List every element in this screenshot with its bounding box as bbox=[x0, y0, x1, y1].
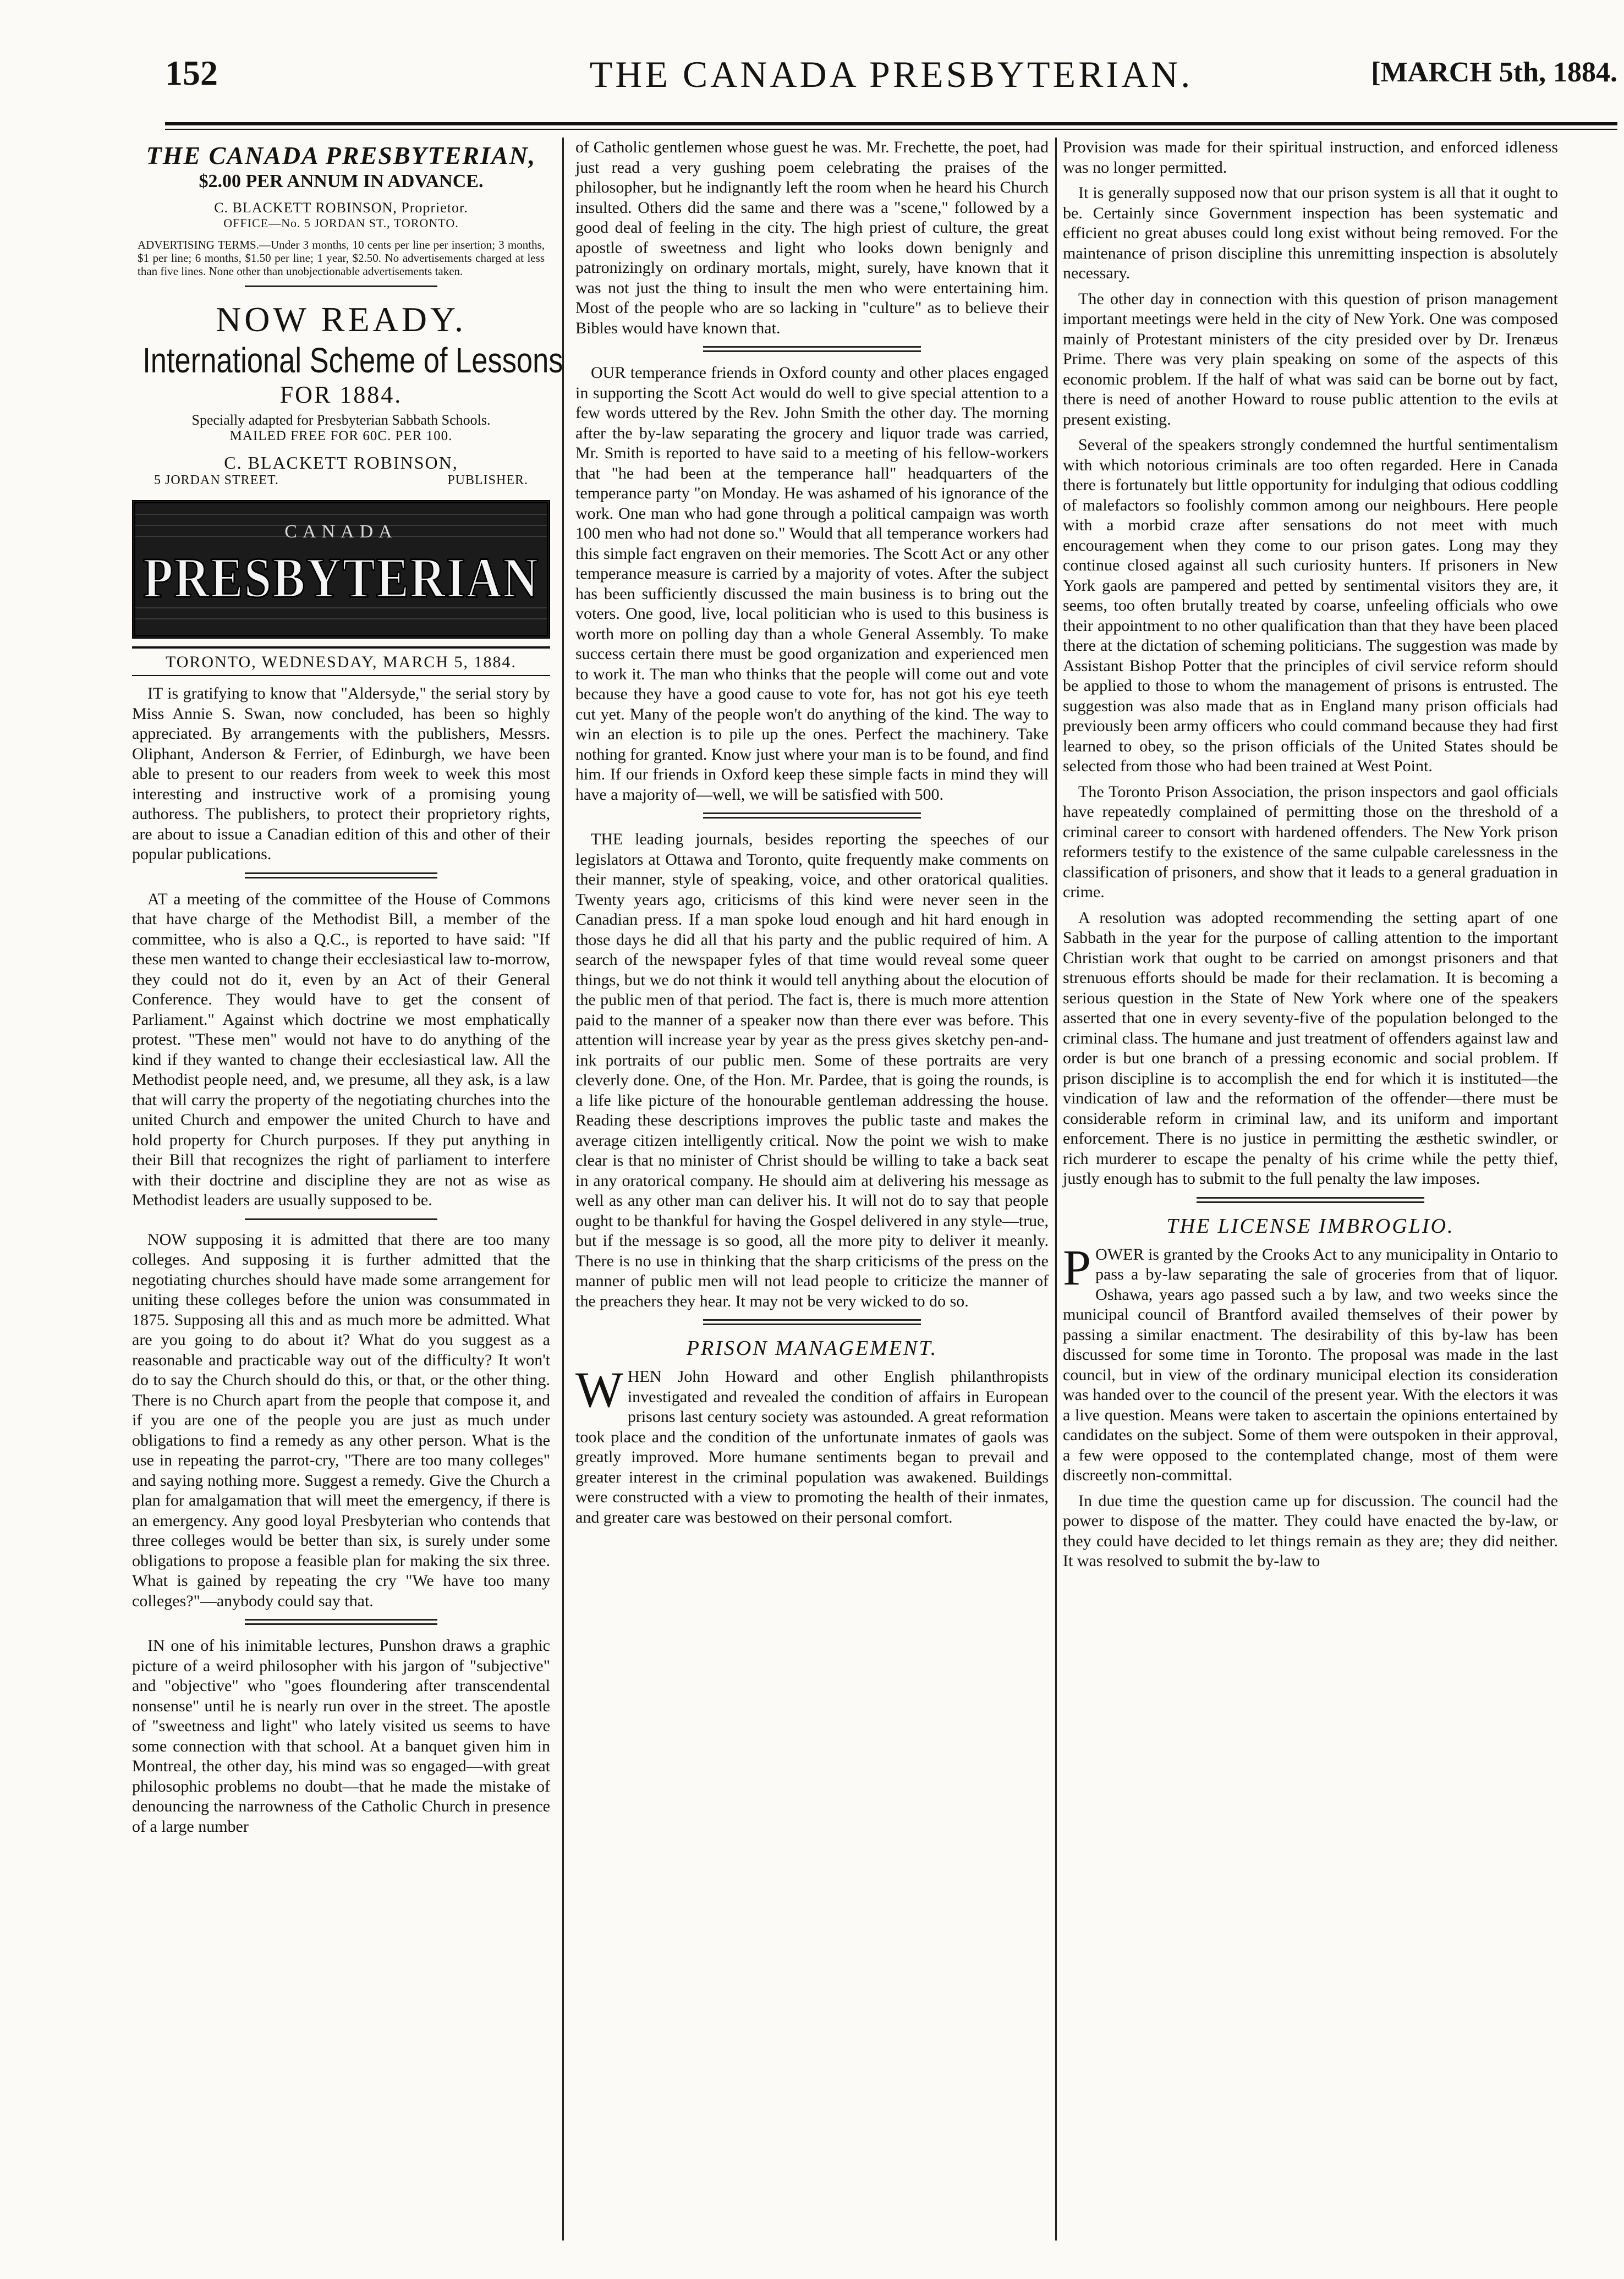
separator bbox=[703, 346, 921, 352]
editorial-paragraph: of Catholic gentlemen whose guest he was. Mr. Frechette, the poet, had just read a very gushing poem celebrating the praises of the philosopher, but he indignantly left the room when he heard his Church insulted. Others did the same and there was a "scene," followed by a good deal of feeling in the city. The high priest of culture, the great apostle of sweetness and light who looks down benignly and patronizingly on ordinary mortals, might, surely, have known that it was not just the thing to insult the men who were entertaining him. Most of the people who are so lacking in "culture" as to believe their Bibles would have known that. bbox=[575, 138, 1049, 337]
nameplate-art bbox=[135, 503, 547, 629]
column-2 bbox=[575, 138, 1049, 2246]
separator bbox=[703, 812, 921, 819]
column-3 bbox=[1063, 138, 1558, 2246]
ad-address-line bbox=[132, 473, 550, 488]
subscription-price: $2.00 PER ANNUM IN ADVANCE. bbox=[199, 171, 484, 191]
editorial-paragraph: OUR temperance friends in Oxford county and other places engaged in supporting the Scott Act would do well to give special attention to a few words uttered by the Rev. John Smith the other day. The morning after the by-law separating the grocery and liquor trade was carried, Mr. Smith is reported to have said to a meeting of his fellow-workers that "he had been at the temperance hall" headquarters of the temperance party "on Monday. He was ashamed of his ignorance of the work. One man who had gone through a political campaign was worth 100 men who had not done so." Would that all temperance workers had this simple fact engraven on their memories. The Scott Act or any other temperance measure is carried by a majority of votes. After the subject has been sufficiently discussed the main business is to bring out the voters. One good, live, local politician who is used to this business is worth more on polling day than a whole General Assembly. To make success certain there must be good organization and experienced men to work it. The man who thinks that the people will come out and vote because they have a good cause to vote for, has not got his eye teeth cut yet. Many of the people won't do anything of the kind. The way to win an election is to pile up the ones. Perfect the machinery. Take nothing for granted. Know just where your man is to be found, and find him. If our friends in Oxford keep these simple facts in mind they will have a majority of—well, we will be satisfied with 500. bbox=[575, 364, 1049, 804]
advertising-terms: ADVERTISING TERMS.—Under 3 months, 10 cents per line per insertion; 3 months, $1 per line; 6 months, $1.50 per line; 1 year, $2.50. No advertisements charged at less than five lines. None other than unobjectionable advertisements taken. bbox=[138, 238, 545, 278]
article-paragraph: The other day in connection with this question of prison management important meetings were held in the city of New York. One was composed mainly of Protestant ministers of the city presided over by Dr. Irenæus Prime. There was very plain speaking on some of the aspects of this economic problem. If the half of what was said can be borne out by fact, there is need of another Howard to rouse public attention to the evils at present existing. bbox=[1063, 289, 1558, 429]
presbyterian-nameplate bbox=[132, 500, 550, 639]
ad-title: International Scheme of Lessons bbox=[142, 341, 563, 380]
masthead-title: THE CANADA PRESBYTERIAN, bbox=[146, 141, 536, 169]
section-heading-prison: PRISON MANAGEMENT. bbox=[686, 1337, 938, 1360]
ad-now-ready: NOW READY. bbox=[216, 300, 467, 339]
nameplate-top-word: CANADA bbox=[284, 521, 398, 542]
article-text: OWER is granted by the Crooks Act to any municipality in Ontario to pass a by-law separating the sale of groceries from that of liquor. Oshawa, years ago passed such a by law, and two weeks since the municipal council of Brantford availed themselves of their power by passing a similar enactment. The desirability of this by-law has been discussed for some time in Toronto. The proposal was made in the last council, but in view of the ordinary municipal election its consideration was handed over to the council of the present year. With the electors it was a live question. Means were taken to ascertain the opinions entertained by candidates on the subject. Some of them were outspoken in their approval, a few were opposed to the contemplated change, most of them were discreetly non-committal. bbox=[1063, 1245, 1558, 1484]
running-head bbox=[165, 53, 1617, 113]
drop-cap: W bbox=[575, 1361, 623, 1418]
dateline-rule-thin bbox=[132, 675, 550, 676]
ad-address: 5 JORDAN STREET. bbox=[154, 473, 279, 487]
editorial-paragraph: AT a meeting of the committee of the House of Commons that have charge of the Methodist Bill, a member of the committee, who is also a Q.C., is reported to have said: "If these men wanted to change their ecclesiastical law to-morrow, they could not do it, even by an Act of their General Conference. They would have to get the consent of Parliament." Against which doctrine we most emphatically protest. "These men" would not have to do anything of the kind if they wanted to change their ecclesiastical law. All the Methodist people need, and, we presume, all they ask, is a law that will carry the property of the negotiating churches into the united Church and empower the united Church to have and hold property for Church purposes. If they put anything in their Bill that recognizes the right of parliament to interfere with their doctrine and discipline they are not as wise as Methodist leaders are usually supposed to be. bbox=[132, 889, 550, 1209]
separator bbox=[245, 1619, 437, 1625]
column-1 bbox=[132, 138, 563, 2246]
separator bbox=[245, 285, 437, 287]
column-divider bbox=[562, 138, 564, 2240]
ad-role: PUBLISHER. bbox=[447, 473, 528, 487]
article-paragraph: Several of the speakers strongly condemned the hurtful sentimentalism with which notorious criminals are too often regarded. Here in Canada there is fortunately but little opportunity for indulging that odious coddling of malefactors so foolishly common among our neighbours. Here people with a morbid craze after sensations do not meet with much encouragement when they come to our prison gates. Long may they continue closed against all such curiosity hunters. If prisoners in New York gaols are pampered and petted by sentimental visitors they are, it seems, too often brutally treated by coarse, unfeeling officials who owe their appointment to no other qualification than that they have been placed there at the dictation of scheming politicians. The suggestion was made by Assistant Bishop Potter that the principles of civil service reform should be applied to those to whom the management of prisons is entrusted. The suggestion was also made that as in England many prison officials had previously been army officers who could command because they had first learned to obey, so the prison officials of the United States should be selected from those who had been trained at West Point. bbox=[1063, 436, 1558, 775]
paper-title: THE CANADA PRESBYTERIAN. bbox=[589, 53, 1193, 95]
header-rule bbox=[165, 122, 1617, 125]
dateline-rule bbox=[132, 646, 550, 649]
editorial-paragraph: IT is gratifying to know that "Aldersyde," the serial story by Miss Annie S. Swan, now concluded, has been so highly appreciated. By arrangements with the publishers, Messrs. Oliphant, Anderson & Ferrier, of Edinburgh, we have been able to present to our readers from week to week this most interesting and instructive work of a promising young authoress. The publishers, to protect their proprietory rights, are about to issue a Canadian edition of this and other of their popular publications. bbox=[132, 684, 550, 863]
article-text: HEN John Howard and other English philanthropists investigated and revealed the condition of affairs in European prisons last century society was astounded. A great reformation took place and the condition of the unfortunate inmates of gaols was greatly improved. More humane sentiments began to prevail and greater interest in the criminal population was awakened. Buildings were constructed with a view to promoting the health of their inmates, and greater care was bestowed on their personal comfort. bbox=[575, 1368, 1049, 1526]
article-paragraph bbox=[575, 1361, 1049, 1528]
section-heading-license: THE LICENSE IMBROGLIO. bbox=[1166, 1214, 1455, 1238]
header-rule-thin bbox=[165, 129, 1617, 130]
nameplate-word: PRESBYTERIAN bbox=[143, 546, 539, 609]
dateline: TORONTO, WEDNESDAY, MARCH 5, 1884. bbox=[165, 653, 517, 671]
page-number: 152 bbox=[165, 53, 218, 92]
article-paragraph: A resolution was adopted recommending the setting apart of one Sabbath in the year for the purpose of calling attention to the important Christian work that ought to be carried on amongst prisoners and that strenuous efforts should be made for their reclamation. It is becoming a serious question in the State of New York where one of the speakers asserted that one in every seventy-five of the population belonged to the criminal class. The humane and just treatment of offenders against law and order is but one branch of a pressing economic and social problem. If prison discipline is to accomplish the end for which it is instituted—the vindication of law and the reformation of the offender—there must be considerable reform in criminal law, and its uniform and important enforcement. There is no justice in permitting the æsthetic swindler, or rich murderer to escape the penalty of his crime while the petty thief, justly enough has to submit to the full penalty the law imposes. bbox=[1063, 908, 1558, 1188]
separator bbox=[245, 872, 437, 878]
article-paragraph: The Toronto Prison Association, the prison inspectors and gaol officials have repeatedly complained of permitting those on the threshold of a criminal career to consort with hardened offenders. The New York prison reformers testify to the existence of the same culpable carelessness in the classification of prisoners, and show that it leads to a general graduation in crime. bbox=[1063, 782, 1558, 901]
ad-price: MAILED FREE FOR 60C. PER 100. bbox=[229, 429, 453, 443]
column-divider bbox=[1055, 138, 1057, 2240]
editorial-paragraph: NOW supposing it is admitted that there are too many colleges. And supposing it is further admitted that the negotiating churches should have made some arrangement for uniting these colleges before the union was consummated in 1875. Supposing all this and as much more be admitted. What are you going to do about it? What do you suggest as a reasonable and practicable way out of the difficulty? It won't do to say the Church should do this, or that, or the other thing. There is no Church apart from the people that compose it, and if you are one of the people you are just as much under obligations to find a remedy as any other person. What is the use in repeating the parrot-cry, "There are too many colleges" and saying nothing more. Suggest a remedy. Give the Church a plan for amalgamation that will meet the emergency, if there is an emergency. Any good loyal Presbyterian who contends that three colleges would be better than six, is surely under some obligations to propose a feasible plan for making the six three. What is gained by repeating the cry "We have too many colleges?"—anybody could say that. bbox=[132, 1230, 550, 1610]
drop-cap: P bbox=[1063, 1239, 1091, 1295]
office-address: OFFICE—No. 5 JORDAN ST., TORONTO. bbox=[223, 216, 459, 230]
ad-adapted: Specially adapted for Presbyterian Sabbath Schools. bbox=[191, 412, 491, 428]
separator bbox=[1197, 1197, 1424, 1203]
separator bbox=[245, 1218, 437, 1220]
ad-publisher: C. BLACKETT ROBINSON, bbox=[224, 453, 458, 473]
proprietor-line: C. BLACKETT ROBINSON, Proprietor. bbox=[214, 200, 468, 216]
separator bbox=[703, 1319, 921, 1325]
issue-date: [MARCH 5th, 1884. bbox=[1371, 57, 1617, 88]
article-paragraph bbox=[1063, 1239, 1558, 1486]
article-paragraph: In due time the question came up for discussion. The council had the power to dispose of the matter. They could have enacted the by-law, or they could have decided to let things remain as they are; they did neither. It was resolved to submit the by-law to bbox=[1063, 1491, 1558, 1570]
article-paragraph: Provision was made for their spiritual instruction, and enforced idleness was no longer permitted. bbox=[1063, 138, 1558, 177]
article-paragraph: It is generally supposed now that our prison system is all that it ought to be. Certainly since Government inspection has been systematic and efficient no great abuses could long exist without being removed. For the maintenance of prison discipline this unremitting inspection is absolutely necessary. bbox=[1063, 184, 1558, 282]
editorial-paragraph: IN one of his inimitable lectures, Punshon draws a graphic picture of a weird philosopher with his jargon of "subjective" and "objective" who "goes floundering after transcendental nonsense" until he is nearly run over in the street. The apostle of "sweetness and light" who lately visited us seems to have some connection with that school. At a banquet given him in Montreal, the other day, his mind was so engaged—with great philosophic problems no doubt—that he made the mistake of denouncing the narrowness of the Catholic Church in presence of a large number bbox=[132, 1637, 550, 1836]
ad-year: FOR 1884. bbox=[279, 381, 403, 408]
editorial-paragraph: THE leading journals, besides reporting the speeches of our legislators at Ottawa and Toronto, quite frequently make comments on their manner, style of speaking, voice, and other oratorical qualities. Twenty years ago, criticisms of this kind were never seen in the Canadian press. If a man spoke loud enough and hit hard enough in those days he did all that his party and the public required of him. A search of the newspaper fyles of that time would reveal some queer things, but we do not think it would tell anything about the elocution of the public men of that period. The fact is, there is much more attention paid to the manner of a speaker now than there ever was before. This attention will increase year by year as the press gives sketchy pen-and-ink portraits of our public men. Some of these portraits are very cleverly done. One, of the Hon. Mr. Pardee, that is going the rounds, is a life like picture of the honourable gentleman addressing the house. Reading these descriptions improves the public taste and makes the average citizen intelligently critical. Now the point we wish to make clear is that no minister of Christ should be willing to take a back seat in any oratorical company. He should aim at delivering his message as well as any other man can deliver his. It will not do to say that people ought to be thankful for having the Gospel delivered in any style—true, but if the message is so good, all the more pity to deliver it meanly. There is no use in thinking that the sharp criticisms of the press on the manner of public men will not lead people to criticize the manner of the preachers they hear. It may not be very wicked to do so. bbox=[575, 830, 1049, 1310]
